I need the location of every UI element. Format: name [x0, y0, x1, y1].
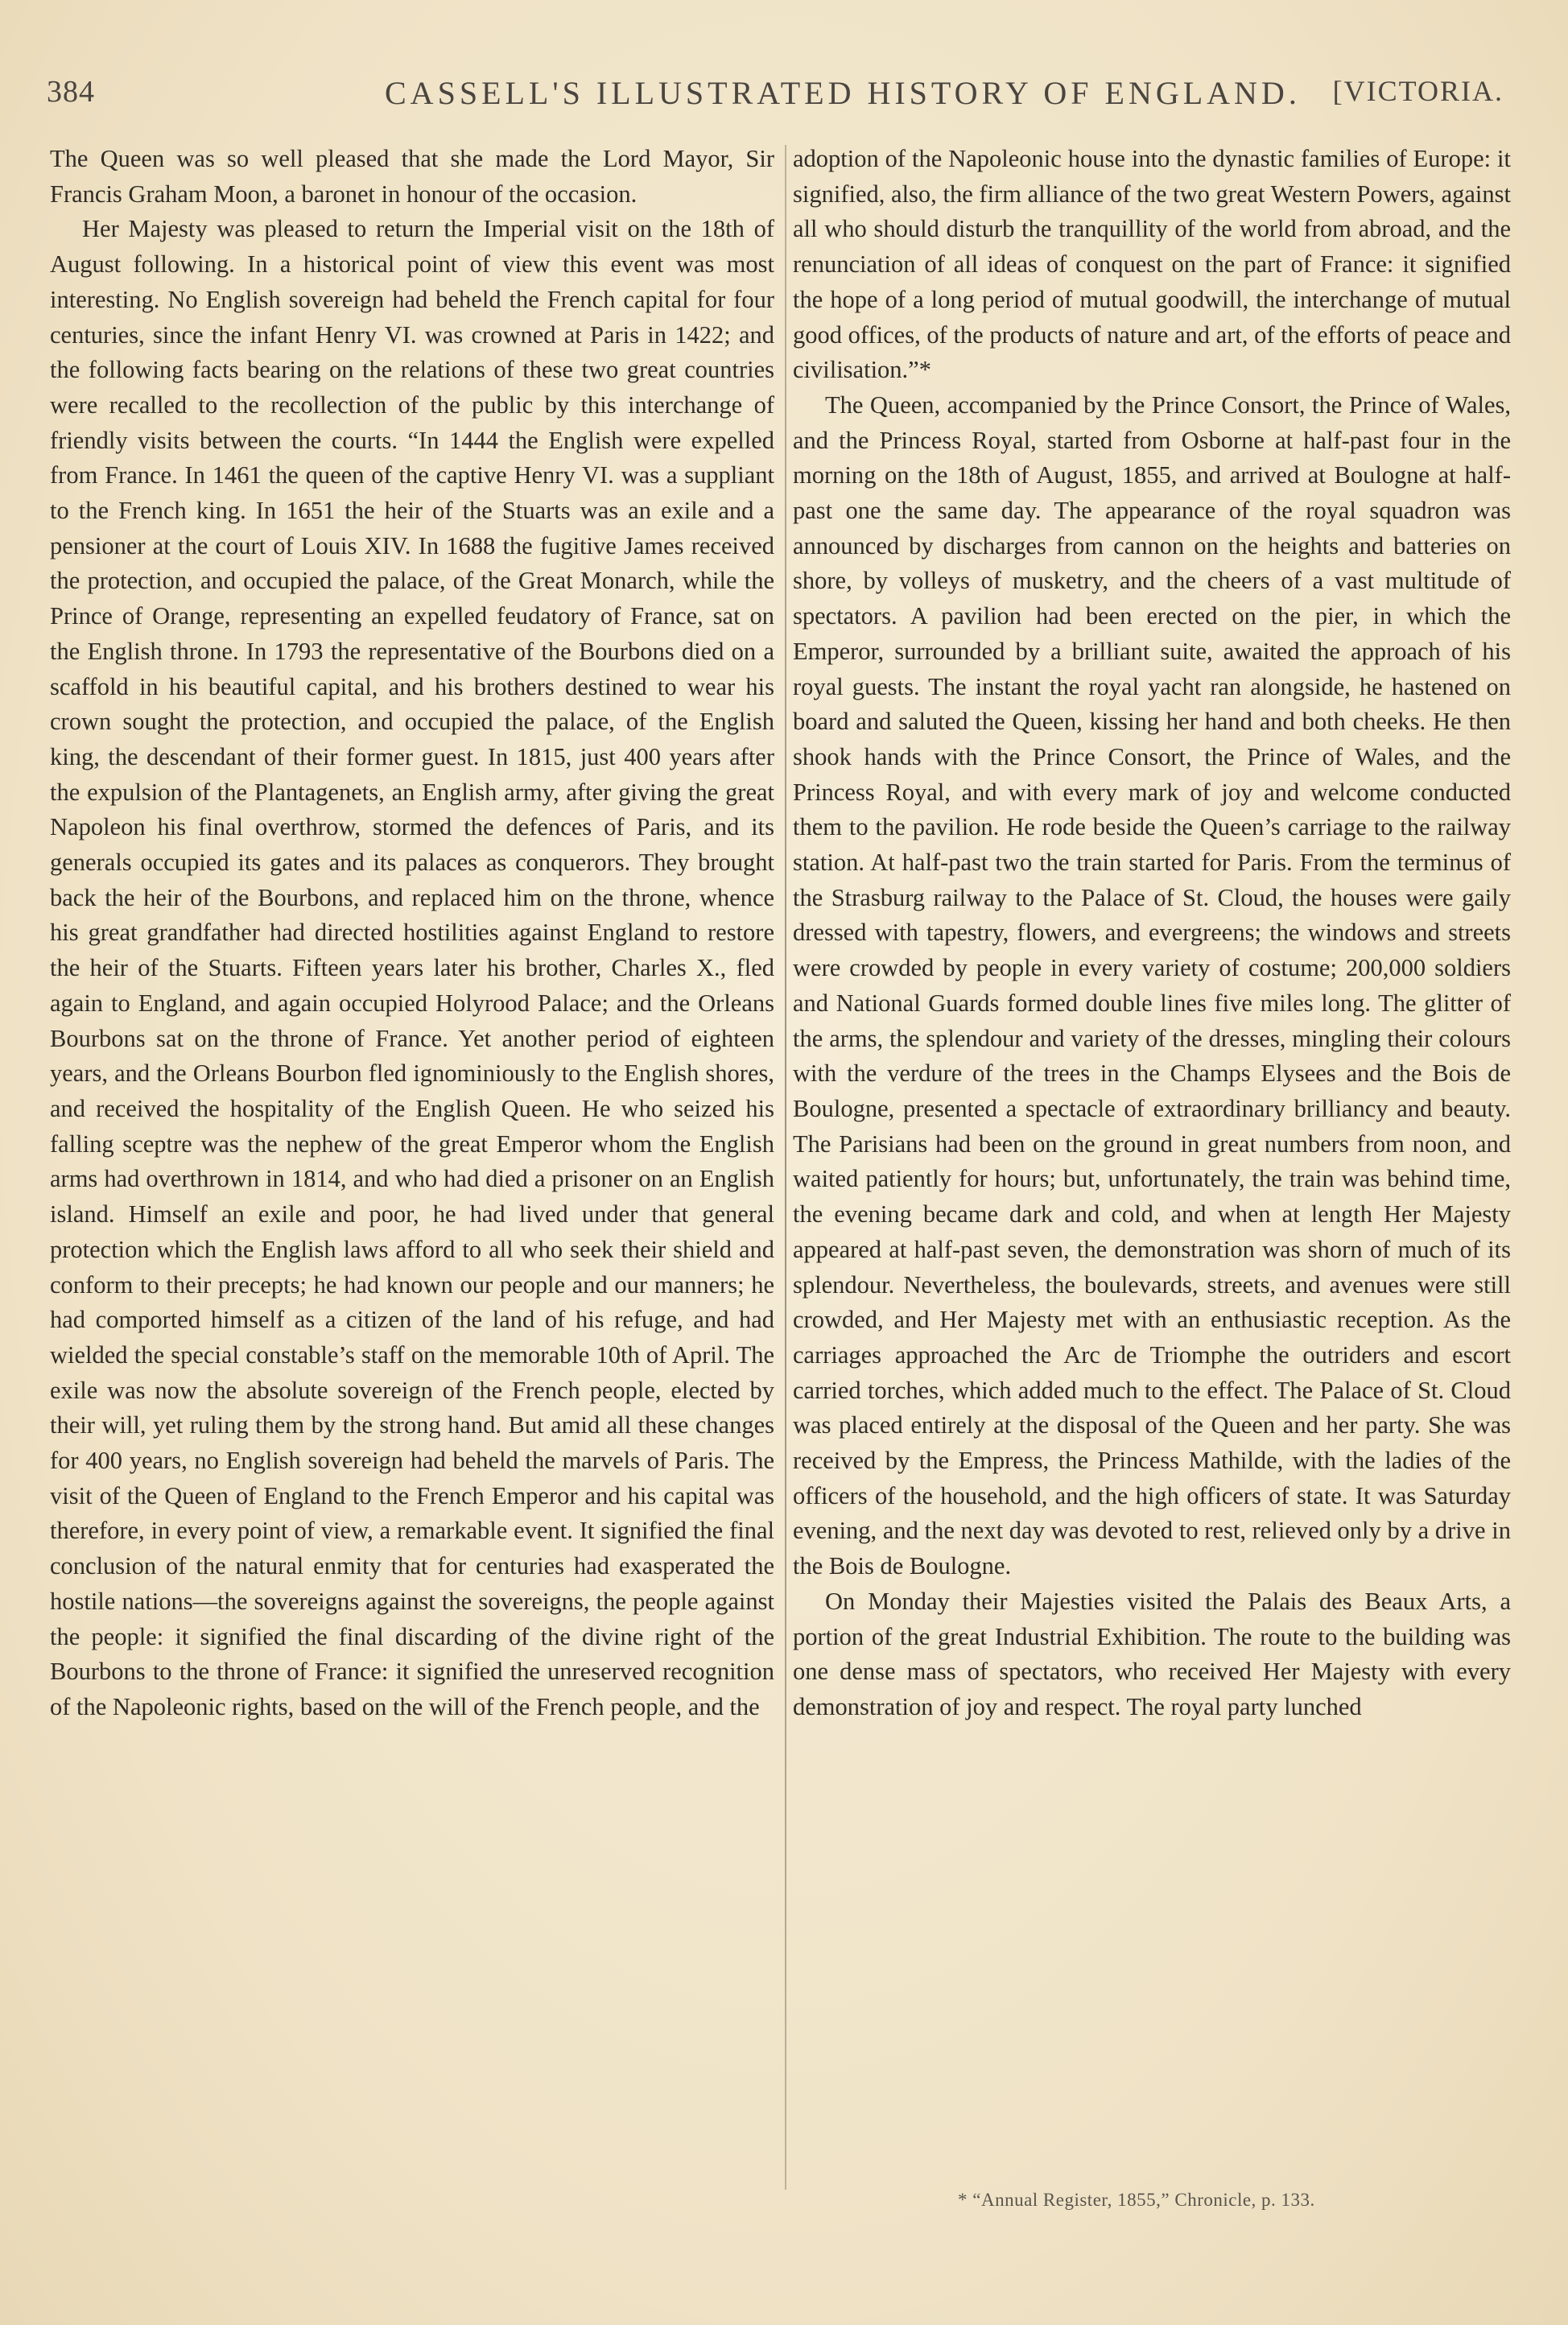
paragraph: Her Majesty was pleased to return the Imperial visit on the 18th of August following. In a historical point of view this event was most interesting. No English sovereign had beheld the French capital for four centuries, since the infant Henry VI. was crowned at Paris in 1422; and the following facts bearing on the relations of these two great countries were recalled to the recollection of the public by this interchange of friendly visits between the courts. “In 1444 the English were expelled from France. In 1461 the queen of the captive Henry VI. was a suppliant to the French king. In 1651 the heir of the Stuarts was an exile and a pensioner at the court of Louis XIV. In 1688 the fugitive James received the protection, and occupied the palace, of the Great Monarch, while the Prince of Orange, representing an expelled feudatory of France, sat on the English throne. In 1793 the representative of the Bourbons died on a scaffold in his beautiful capital, and his brothers destined to wear his crown sought the protection, and occupied the palace, of the English king, the descendant of their former guest. In 1815, just 400 years after the expulsion of the Plantagenets, an English army, after giving the great Napoleon his final overthrow, stormed the defences of Paris, and its generals occupied its gates and its palaces as conquerors. They brought back the heir of the Bourbons, and replaced him on the throne, whence his great grandfather had directed hostilities against England to restore the heir of the Stuarts. Fifteen years later his brother, Charles X., fled again to England, and again occupied Holyrood Palace; and the Orleans Bourbons sat on the throne of France. Yet another period of eighteen years, and the Orleans Bourbon fled ignominiously to the English shores, and received the hospitality of the English Queen. He who seized his falling sceptre was the nephew of the great Emperor whom the English arms had overthrown in 1814, and who had died a prisoner on an English island. Himself an exile and poor, he had lived under that general protection which the English laws afford to all who seek their shield and conform to their precepts; he had known our people and our manners; he had comported himself as a citizen of the land of his refuge, and had wielded the special constable’s staff on the memorable 10th of April. The exile was now the absolute sovereign of the French people, elected by their will, yet ruling them by the strong hand. But amid all these changes for 400 years, no English sovereign had beheld the marvels of Paris. The visit of the Queen of England to the French Emperor and his capital was therefore, in every point of view, a remarkable event. It signified the final conclusion of the natural enmity that for centuries had exasperated the hostile nations—the sovereigns against the sovereigns, the people against the people: it signified the final discarding of the divine right of the Bourbons to the throne of France: it signified the unreserved recognition of the Napoleonic rights, based on the will of the French people, and the: [50, 215, 774, 1720]
left-column: [50, 142, 774, 1725]
footnote: * “Annual Register, 1855,” Chronicle, p. 133.: [958, 2190, 1315, 2210]
running-title: CASSELL'S ILLUSTRATED HISTORY OF ENGLAND.: [385, 75, 1301, 111]
paragraph: The Queen, accompanied by the Prince Consort, the Prince of Wales, and the Princess Royal, started from Osborne at half-past four in the morning on the 18th of August, 1855, and arrived at Boulogne at half-past one the same day. The appearance of the royal squadron was announced by discharges from cannon on the heights and batteries on shore, by volleys of musketry, and the cheers of a vast multitude of spectators. A pavilion had been erected on the pier, in which the Emperor, surrounded by a brilliant suite, awaited the approach of his royal guests. The instant the royal yacht ran alongside, he hastened on board and saluted the Queen, kissing her hand and both cheeks. He then shook hands with the Prince Consort, the Prince of Wales, and the Princess Royal, and with every mark of joy and welcome conducted them to the pavilion. He rode beside the Queen’s carriage to the railway station. At half-past two the train started for Paris. From the terminus of the Strasburg railway to the Palace of St. Cloud, the houses were gaily dressed with tapestry, flowers, and evergreens; the windows and streets were crowded by people in every variety of costume; 200,000 soldiers and National Guards formed double lines five miles long. The glitter of the arms, the splendour and variety of the dresses, mingling their colours with the verdure of the trees in the Champs Elysees and the Bois de Boulogne, presented a spectacle of extraordinary brilliancy and beauty. The Parisians had been on the ground in great numbers from noon, and waited patiently for hours; but, unfortunately, the train was behind time, the evening became dark and cold, and when at length Her Majesty appeared at half-past seven, the demonstration was shorn of much of its splendour. Nevertheless, the boulevards, streets, and avenues were still crowded, and Her Majesty met with an enthusiastic reception. As the carriages approached the Arc de Triomphe the outriders and escort carried torches, which added much to the effect. The Palace of St. Cloud was placed entirely at the disposal of the Queen and her party. She was received by the Empress, the Princess Mathilde, with the ladies of the officers of the household, and the high officers of state. It was Saturday evening, and the next day was devoted to rest, relieved only by a drive in the Bois de Boulogne.: [793, 390, 1511, 1580]
paragraph: The Queen was so well pleased that she made the Lord Mayor, Sir Francis Graham Moon, a baronet in honour of the occasion.: [50, 145, 774, 208]
column-divider: [785, 145, 786, 2190]
right-column: [793, 142, 1511, 1725]
page-number: 384: [47, 75, 95, 109]
paragraph: On Monday their Majesties visited the Palais des Beaux Arts, a portion of the great Industrial Exhibition. The route to the building was one dense mass of spectators, who received Her Majesty with every demonstration of joy and respect. The royal party lunched: [793, 1587, 1511, 1720]
paragraph: adoption of the Napoleonic house into the dynastic families of Europe: it signified, also, the firm alliance of the two great Western Powers, against all who should disturb the tranquillity of the world from abroad, and the renunciation of all ideas of conquest on the part of France: it signified the hope of a long period of mutual goodwill, the interchange of mutual good offices, of the products of nature and art, of the efforts of peace and civilisation.”*: [793, 145, 1511, 384]
running-header: [47, 74, 1504, 122]
section-tag: [VICTORIA.: [1332, 75, 1504, 107]
